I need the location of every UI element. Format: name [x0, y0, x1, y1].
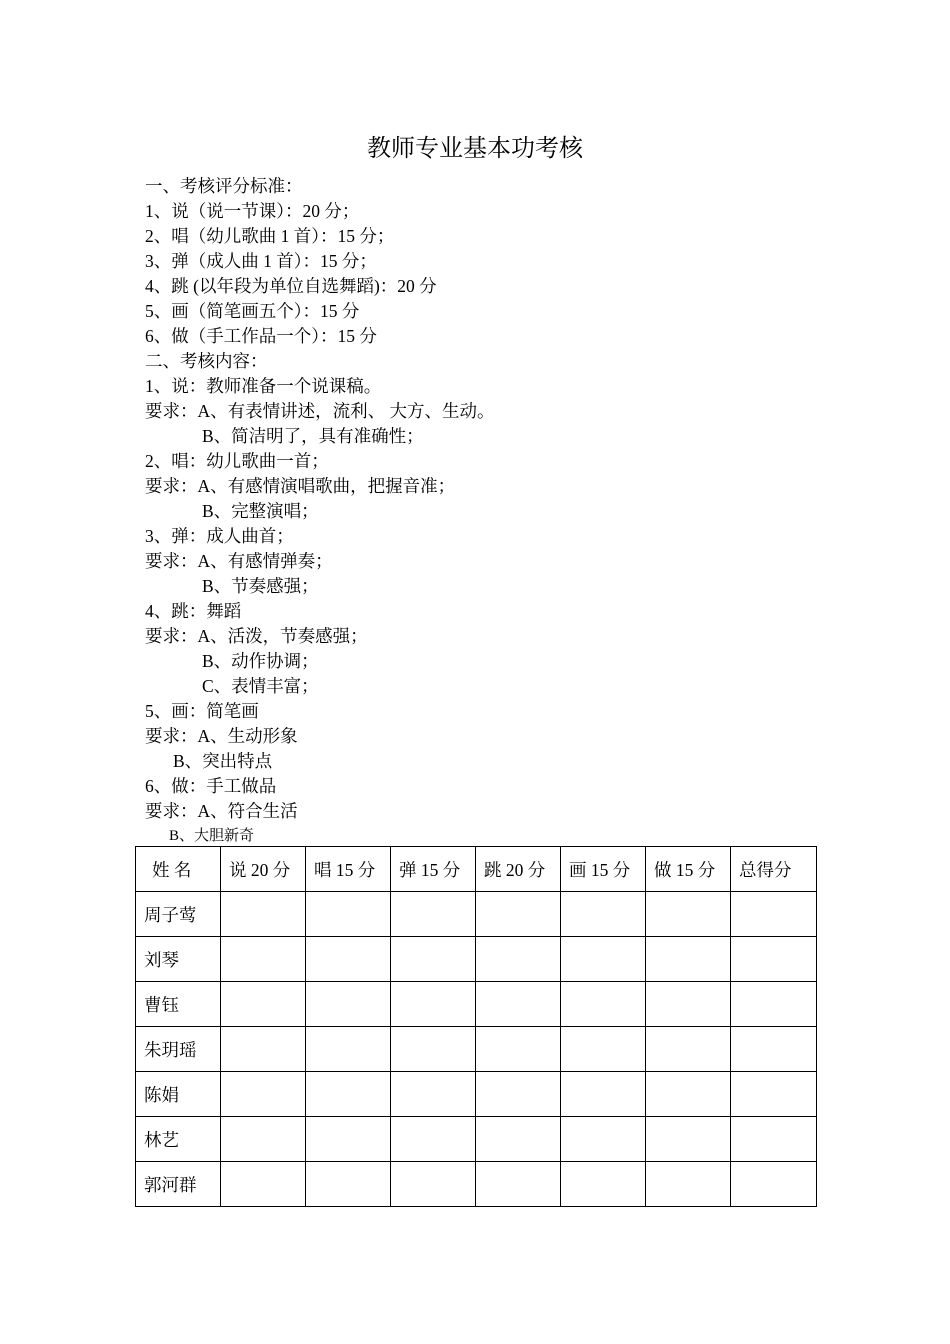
- requirement-line: 要求：A、有感情演唱歌曲，把握音准；: [145, 476, 456, 496]
- column-header: 跳 20 分: [476, 847, 561, 892]
- score-cell[interactable]: [476, 892, 561, 937]
- score-cell[interactable]: [476, 982, 561, 1027]
- score-cell[interactable]: [391, 1162, 476, 1207]
- score-cell[interactable]: [391, 1117, 476, 1162]
- requirement-line: B、完整演唱；: [202, 501, 319, 521]
- content-item-craft: 6、做：手工做品: [145, 776, 277, 796]
- column-header: 总得分: [731, 847, 817, 892]
- score-cell[interactable]: [221, 1027, 306, 1072]
- table-row: [136, 892, 817, 937]
- score-cell[interactable]: [391, 1072, 476, 1117]
- requirement-line: C、表情丰富；: [202, 676, 319, 696]
- total-cell[interactable]: [731, 937, 817, 982]
- requirement-line: B、大胆新奇: [169, 828, 255, 844]
- name-cell: 陈娟: [136, 1072, 221, 1117]
- name-cell: 郭河群: [136, 1162, 221, 1207]
- score-cell[interactable]: [306, 1162, 391, 1207]
- scoring-item-speak: 1、说（说一节课）：20 分；: [145, 201, 360, 221]
- total-cell[interactable]: [731, 1072, 817, 1117]
- column-header: 画 15 分: [561, 847, 646, 892]
- score-cell[interactable]: [391, 1027, 476, 1072]
- table-row: [136, 1162, 817, 1207]
- score-cell[interactable]: [476, 1117, 561, 1162]
- score-cell[interactable]: [561, 1027, 646, 1072]
- total-cell[interactable]: [731, 1117, 817, 1162]
- score-cell[interactable]: [646, 982, 731, 1027]
- content-item-speak: 1、说：教师准备一个说课稿。: [145, 376, 382, 396]
- score-cell[interactable]: [306, 982, 391, 1027]
- score-cell[interactable]: [561, 892, 646, 937]
- score-cell[interactable]: [561, 1072, 646, 1117]
- scoring-item-play: 3、弹（成人曲 1 首）：15 分；: [145, 251, 377, 271]
- score-cell[interactable]: [561, 1162, 646, 1207]
- score-cell[interactable]: [306, 1027, 391, 1072]
- content-item-play: 3、弹：成人曲首；: [145, 526, 294, 546]
- score-cell[interactable]: [646, 1117, 731, 1162]
- requirement-line: 要求：A、有表情讲述，流利、 大方、生动。: [145, 401, 495, 421]
- table-row: [136, 937, 817, 982]
- name-cell: 朱玥瑶: [136, 1027, 221, 1072]
- total-cell[interactable]: [731, 1027, 817, 1072]
- score-cell[interactable]: [476, 937, 561, 982]
- table-header-row: [136, 847, 817, 892]
- score-cell[interactable]: [646, 1162, 731, 1207]
- score-cell[interactable]: [646, 937, 731, 982]
- name-cell: 周子莺: [136, 892, 221, 937]
- total-cell[interactable]: [731, 1162, 817, 1207]
- column-header: 姓 名: [136, 847, 221, 892]
- column-header: 做 15 分: [646, 847, 731, 892]
- column-header: 说 20 分: [221, 847, 306, 892]
- requirement-line: 要求：A、生动形象: [145, 726, 298, 746]
- score-cell[interactable]: [306, 892, 391, 937]
- requirement-line: B、动作协调；: [202, 651, 319, 671]
- document-title: 教师专业基本功考核: [367, 134, 583, 162]
- score-cell[interactable]: [561, 937, 646, 982]
- score-cell[interactable]: [306, 1072, 391, 1117]
- content-item-sing: 2、唱：幼儿歌曲一首；: [145, 451, 329, 471]
- score-cell[interactable]: [646, 892, 731, 937]
- total-cell[interactable]: [731, 892, 817, 937]
- content-item-draw: 5、画：简笔画: [145, 701, 259, 721]
- score-cell[interactable]: [561, 982, 646, 1027]
- name-cell: 曹钰: [136, 982, 221, 1027]
- requirement-line: B、节奏感强；: [202, 576, 319, 596]
- column-header: 弹 15 分: [391, 847, 476, 892]
- column-header: 唱 15 分: [306, 847, 391, 892]
- requirement-line: B、突出特点: [173, 751, 273, 771]
- score-cell[interactable]: [306, 1117, 391, 1162]
- score-cell[interactable]: [646, 1027, 731, 1072]
- score-cell[interactable]: [476, 1162, 561, 1207]
- total-cell[interactable]: [731, 982, 817, 1027]
- score-cell[interactable]: [306, 937, 391, 982]
- score-cell[interactable]: [221, 892, 306, 937]
- requirement-line: B、简洁明了，具有准确性；: [202, 426, 424, 446]
- scoring-item-sing: 2、唱（幼儿歌曲 1 首）：15 分；: [145, 226, 395, 246]
- score-cell[interactable]: [391, 937, 476, 982]
- table-row: [136, 1027, 817, 1072]
- score-cell[interactable]: [476, 1072, 561, 1117]
- requirement-line: 要求：A、符合生活: [145, 801, 298, 821]
- scoring-item-draw: 5、画（简笔画五个）：15 分: [145, 301, 360, 321]
- requirement-line: 要求：A、活泼，节奏感强；: [145, 626, 368, 646]
- score-cell[interactable]: [221, 937, 306, 982]
- section-heading-scoring: 一、考核评分标准：: [145, 176, 303, 196]
- scoring-item-craft: 6、做（手工作品一个）：15 分: [145, 326, 377, 346]
- score-cell[interactable]: [391, 982, 476, 1027]
- section-heading-content: 二、考核内容：: [145, 351, 268, 371]
- score-cell[interactable]: [391, 892, 476, 937]
- table-row: [136, 982, 817, 1027]
- score-cell[interactable]: [221, 1162, 306, 1207]
- document-body: [145, 174, 845, 848]
- score-cell[interactable]: [476, 1027, 561, 1072]
- table-row: [136, 1072, 817, 1117]
- scoring-item-dance: 4、跳 (以年段为单位自选舞蹈)：20 分: [145, 276, 437, 296]
- score-cell[interactable]: [221, 982, 306, 1027]
- name-cell: 林艺: [136, 1117, 221, 1162]
- score-cell[interactable]: [561, 1117, 646, 1162]
- score-cell[interactable]: [221, 1117, 306, 1162]
- requirement-line: 要求：A、有感情弹奏；: [145, 551, 333, 571]
- score-cell[interactable]: [646, 1072, 731, 1117]
- score-table: [135, 846, 817, 1207]
- score-cell[interactable]: [221, 1072, 306, 1117]
- table-row: [136, 1117, 817, 1162]
- name-cell: 刘琴: [136, 937, 221, 982]
- content-item-dance: 4、跳：舞蹈: [145, 601, 242, 621]
